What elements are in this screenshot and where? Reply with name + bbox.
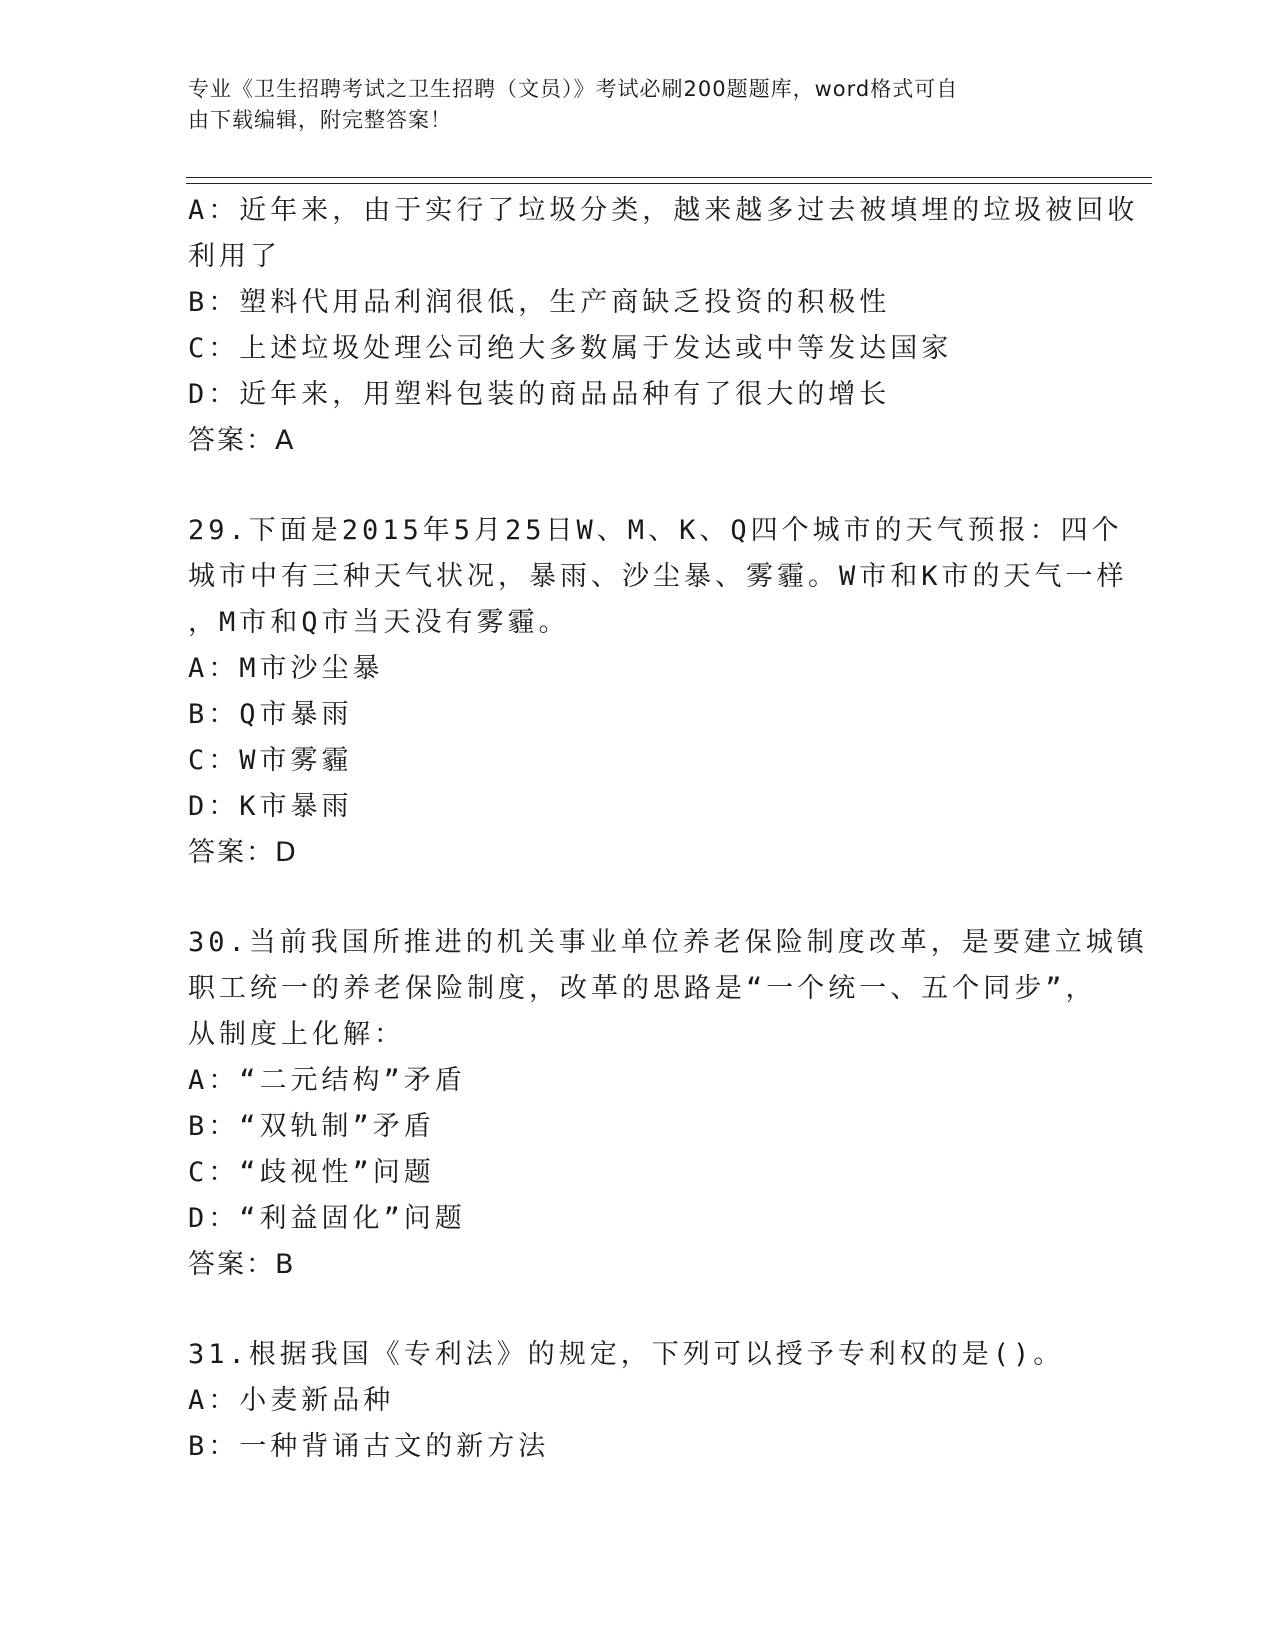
document-header: [188, 74, 1068, 136]
option-d: D：K市暴雨: [188, 791, 353, 822]
header-title-line-2: 由下载编辑，附完整答案！: [188, 108, 452, 132]
question-spacer: [188, 464, 1088, 508]
answer: 答案：D: [188, 837, 298, 868]
option-b: B：Q市暴雨: [188, 699, 353, 730]
question-stem-line-1: 30.当前我国所推进的机关事业单位养老保险制度改革，是要建立城镇: [188, 927, 1148, 958]
question-30: [188, 920, 1148, 1288]
option-d: D：近年来，用塑料包装的商品品种有了很大的增长: [188, 379, 891, 410]
question-28: [188, 188, 1139, 464]
option-a: A：“二元结构”矛盾: [188, 1065, 466, 1096]
question-stem-line-3: ，M市和Q市当天没有雾霾。: [188, 607, 570, 638]
option-b: B：一种背诵古文的新方法: [188, 1431, 550, 1462]
option-a: A：M市沙尘暴: [188, 653, 384, 684]
question-spacer: [188, 1288, 1088, 1332]
option-a: A：小麦新品种: [188, 1385, 395, 1416]
question-29: [188, 508, 1128, 876]
answer: 答案：B: [188, 1249, 296, 1280]
answer: 答案：A: [188, 425, 296, 456]
question-stem-line-3: 从制度上化解：: [188, 1019, 405, 1050]
header-rule-bottom: [186, 183, 1152, 184]
option-a-line-1: A：近年来，由于实行了垃圾分类，越来越多过去被填埋的垃圾被回收: [188, 195, 1139, 226]
option-d: D：“利益固化”问题: [188, 1203, 466, 1234]
question-stem-line-2: 职工统一的养老保险制度，改革的思路是“一个统一、五个同步”，: [188, 973, 1097, 1004]
question-spacer: [188, 876, 1088, 920]
header-rule-top: [186, 177, 1152, 178]
option-c: C：W市雾霾: [188, 745, 353, 776]
option-a-line-2: 利用了: [188, 241, 281, 272]
option-c: C：“歧视性”问题: [188, 1157, 435, 1188]
question-stem-line-1: 31.根据我国《专利法》的规定，下列可以授予专利权的是()。: [188, 1339, 1065, 1370]
question-stem-line-1: 29.下面是2015年5月25日W、M、K、Q四个城市的天气预报：四个: [188, 515, 1123, 546]
header-title-line-1: 专业《卫生招聘考试之卫生招聘（文员）》考试必刷200题题库，word格式可自: [188, 77, 959, 101]
question-stem-line-2: 城市中有三种天气状况，暴雨、沙尘暴、雾霾。W市和K市的天气一样: [188, 561, 1128, 592]
option-b: B：“双轨制”矛盾: [188, 1111, 435, 1142]
question-list: [188, 188, 1148, 1470]
option-b: B：塑料代用品利润很低，生产商缺乏投资的积极性: [188, 287, 891, 318]
question-31: [188, 1332, 1088, 1470]
option-c: C：上述垃圾处理公司绝大多数属于发达或中等发达国家: [188, 333, 953, 364]
